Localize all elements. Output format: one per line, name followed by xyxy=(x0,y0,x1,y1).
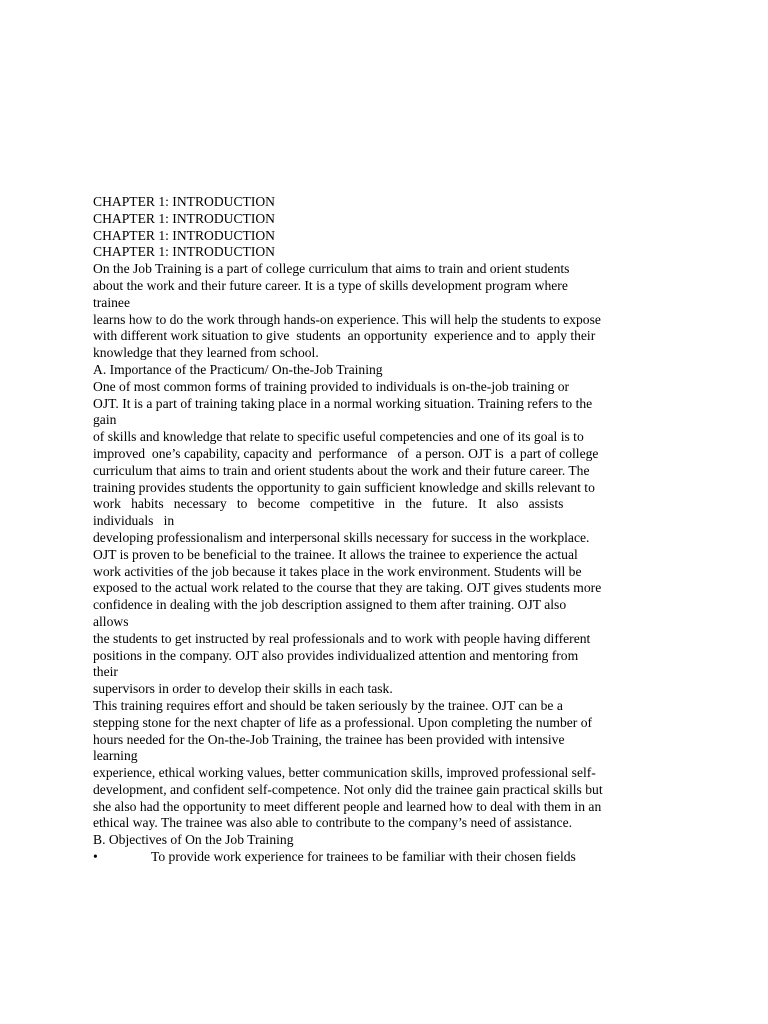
text-line: exposed to the actual work related to the course that they are taking. OJT gives students more xyxy=(93,580,602,596)
text-line: work habits necessary to become competitive in the future. It also assists xyxy=(93,496,564,512)
text-line: experience, ethical working values, better communication skills, improved professional self- xyxy=(93,765,596,781)
text-line: training provides students the opportunity to gain sufficient knowledge and skills relevant to xyxy=(93,479,595,495)
text-line: of skills and knowledge that relate to specific useful competencies and one of its goal is to xyxy=(93,429,584,445)
text-line: allows xyxy=(93,613,129,629)
chapter-heading: CHAPTER 1: INTRODUCTION xyxy=(93,194,276,209)
text-line: development, and confident self-competence. Not only did the trainee gain practical skills but xyxy=(93,781,603,797)
chapter-heading: CHAPTER 1: INTRODUCTION xyxy=(93,210,276,226)
section-a-body xyxy=(93,379,677,833)
text-line: trainee xyxy=(93,294,130,310)
chapter-heading: CHAPTER 1: INTRODUCTION xyxy=(93,227,276,243)
text-line: curriculum that aims to train and orient students about the work and their future career. The xyxy=(93,462,590,478)
text-line: OJT is proven to be beneficial to the trainee. It allows the trainee to experience the actual xyxy=(93,546,578,562)
list-item xyxy=(93,849,677,866)
text-line: with different work situation to give students an opportunity experience and to apply their xyxy=(93,328,596,344)
chapter-headings xyxy=(93,194,677,261)
text-line: positions in the company. OJT also provides individualized attention and mentoring from xyxy=(93,647,579,663)
text-line: confidence in dealing with the job description assigned to them after training. OJT also xyxy=(93,597,567,613)
document-body xyxy=(93,194,677,866)
text-line: individuals in xyxy=(93,513,175,529)
intro-paragraph xyxy=(93,261,677,362)
text-line: OJT. It is a part of training taking place in a normal working situation. Training refers to the xyxy=(93,395,593,411)
section-b-title: B. Objectives of On the Job Training xyxy=(93,832,294,848)
objectives-list xyxy=(93,849,677,866)
bullet-icon: • xyxy=(93,849,98,865)
text-line: This training requires effort and should be taken seriously by the trainee. OJT can be a xyxy=(93,697,563,713)
text-line: knowledge that they learned from school. xyxy=(93,345,319,361)
section-a-title: A. Importance of the Practicum/ On-the-Job Training xyxy=(93,361,383,377)
text-line: ethical way. The trainee was also able to contribute to the company’s need of assistance. xyxy=(93,815,573,831)
list-item-text: To provide work experience for trainees to be familiar with their chosen fields xyxy=(151,849,576,865)
text-line: improved one’s capability, capacity and performance of a person. OJT is a part of college xyxy=(93,445,599,461)
text-line: the students to get instructed by real professionals and to work with people having different xyxy=(93,630,591,646)
text-line: learning xyxy=(93,748,138,764)
text-line: supervisors in order to develop their skills in each task. xyxy=(93,681,393,697)
text-line: On the Job Training is a part of college curriculum that aims to train and orient students xyxy=(93,261,570,277)
text-line: work activities of the job because it takes place in the work environment. Students will be xyxy=(93,563,582,579)
chapter-heading: CHAPTER 1: INTRODUCTION xyxy=(93,244,276,260)
text-line: gain xyxy=(93,412,117,428)
text-line: about the work and their future career. It is a type of skills development program where xyxy=(93,277,568,293)
text-line: One of most common forms of training provided to individuals is on-the-job training or xyxy=(93,378,570,394)
text-line: learns how to do the work through hands-on experience. This will help the students to expose xyxy=(93,311,601,327)
text-line: their xyxy=(93,664,118,680)
text-line: she also had the opportunity to meet different people and learned how to deal with them in an xyxy=(93,798,602,814)
text-line: hours needed for the On-the-Job Training, the trainee has been provided with intensive xyxy=(93,731,565,747)
text-line: stepping stone for the next chapter of life as a professional. Upon completing the number of xyxy=(93,714,593,730)
text-line: developing professionalism and interpersonal skills necessary for success in the workplace. xyxy=(93,529,590,545)
